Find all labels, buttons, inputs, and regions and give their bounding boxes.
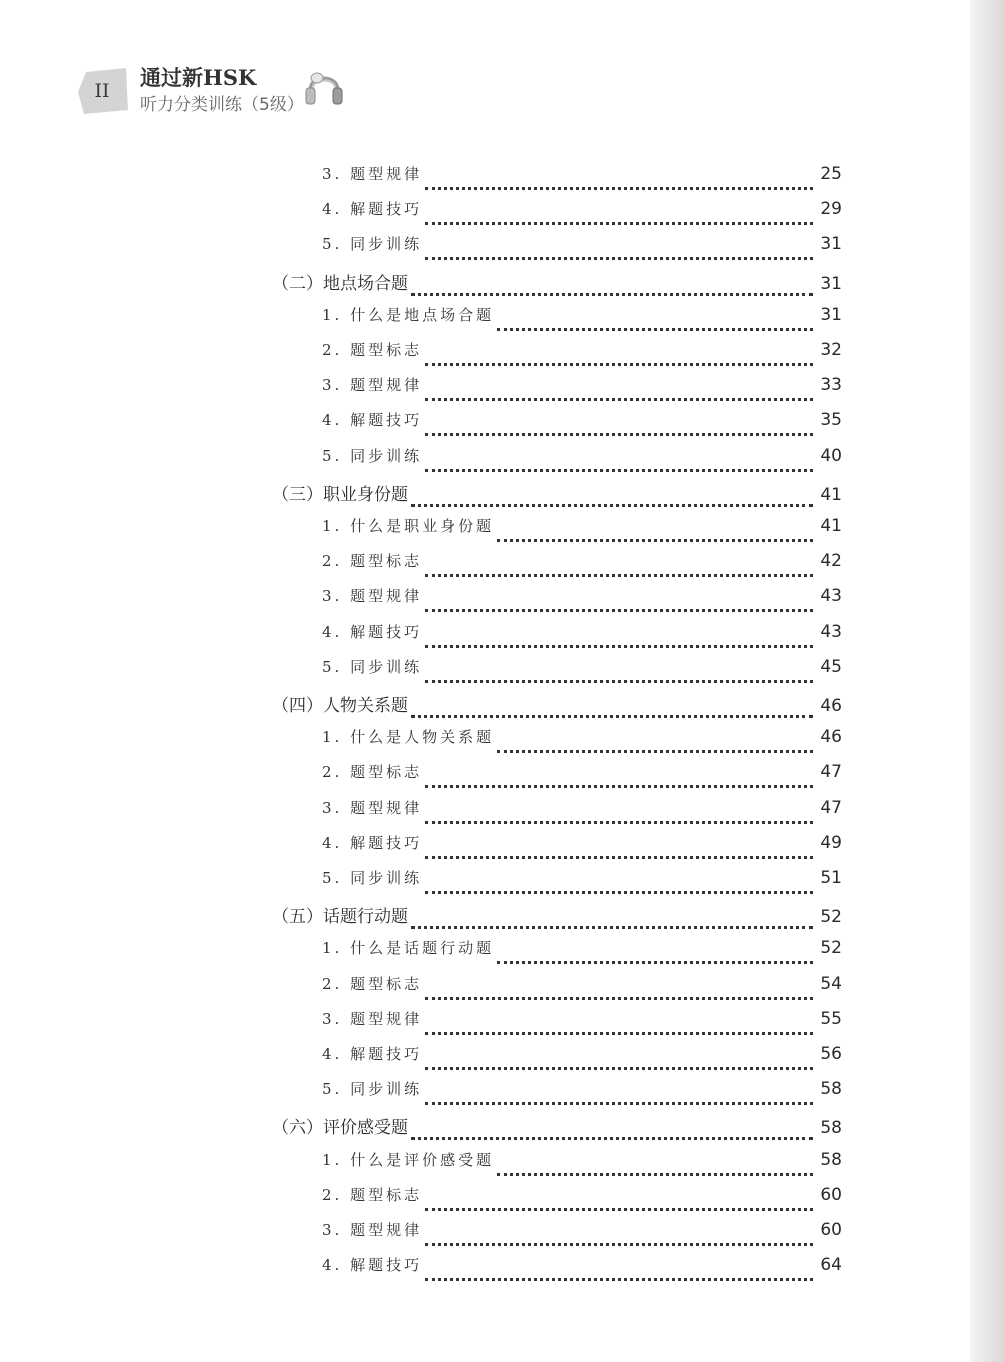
toc-entry-label: 3. 题型规律 [322,798,423,817]
toc-leader-dots [425,1277,813,1281]
toc-page-number: 41 [820,516,842,536]
toc-leader-dots [425,996,813,1000]
toc-page-number: 58 [820,1079,842,1100]
toc-leader-dots [425,608,813,612]
toc-leader-dots [425,890,813,894]
toc-subsection-entry[interactable] [322,726,842,761]
toc-page-number: 47 [820,797,842,818]
toc-leader-dots [497,960,813,964]
toc-page-number: 47 [820,762,842,783]
toc-entry-label: 2. 题型标志 [322,341,423,359]
toc-page-number: 51 [820,868,842,888]
toc-leader-dots [425,432,813,436]
toc-page-number: 52 [820,938,842,959]
toc-page-number: 32 [820,340,842,360]
toc-page-number: 40 [820,445,842,466]
toc-subsection-entry[interactable] [322,621,842,656]
toc-leader-dots [425,397,813,401]
toc-leader-dots [425,644,813,648]
toc-entry-label: 1. 什么是人物关系题 [322,728,495,747]
toc-page-number: 33 [820,375,842,396]
page-number-roman: II [94,80,110,102]
toc-entry-label: 2. 题型标志 [322,552,423,571]
toc-entry-label: 4. 解题技巧 [322,833,423,852]
toc-leader-dots [425,855,813,859]
toc-leader-dots [425,784,813,788]
toc-entry-label: （五）话题行动题 [272,907,408,928]
toc-leader-dots [425,186,813,190]
page-number-badge [78,68,134,114]
toc-subsection-entry[interactable] [322,797,842,832]
toc-page-number: 58 [820,1118,842,1139]
toc-leader-dots [425,221,813,225]
toc-leader-dots [497,327,813,331]
toc-subsection-entry[interactable] [322,409,842,444]
toc-subsection-entry[interactable] [322,550,842,585]
toc-page-number: 46 [820,727,842,748]
toc-subsection-entry[interactable] [322,973,842,1008]
toc-entry-label: 1. 什么是评价感受题 [322,1150,495,1169]
toc-page-number: 43 [820,621,842,642]
toc-entry-label: 2. 题型标志 [322,763,423,782]
toc-page-number: 60 [820,1220,842,1240]
toc-leader-dots [411,1136,813,1140]
toc-leader-dots [425,362,813,366]
toc-subsection-entry[interactable] [322,937,842,972]
toc-leader-dots [425,1066,813,1070]
toc-page-number: 43 [820,586,842,607]
toc-subsection-entry[interactable] [322,339,842,374]
toc-entry-label: 3. 题型规律 [322,1009,423,1028]
toc-leader-dots [411,714,813,718]
toc-page-number: 64 [820,1255,842,1276]
toc-page-number: 41 [820,484,842,505]
toc-subsection-entry[interactable] [322,1184,842,1219]
toc-entry-label: 4. 解题技巧 [322,200,423,219]
toc-leader-dots [425,1031,813,1035]
toc-leader-dots [425,1207,813,1211]
book-title: 通过新HSK [140,65,257,90]
toc-entry-label: （六）评价感受题 [272,1118,408,1139]
toc-page-number: 55 [820,1008,842,1029]
toc-page-number: 56 [820,1044,842,1064]
toc-page-number: 29 [820,199,842,220]
toc-entry-label: 5. 同步训练 [322,235,423,254]
toc-section-entry[interactable] [272,1113,842,1148]
toc-leader-dots [425,468,813,472]
toc-page-number: 58 [820,1149,842,1170]
toc-leader-dots [411,503,813,507]
toc-leader-dots [411,925,813,929]
toc-entry-label: 2. 题型标志 [322,1185,423,1204]
toc-page-number: 25 [820,164,842,184]
toc-page-number: 31 [820,234,842,255]
toc-page-number: 31 [820,304,842,325]
toc-subsection-entry[interactable] [322,1219,842,1254]
toc-entry-label: 3. 题型规律 [322,587,423,606]
toc-subsection-entry[interactable] [322,374,842,409]
toc-leader-dots [425,256,813,260]
toc-entry-label: （三）职业身份题 [272,484,408,505]
toc-leader-dots [425,573,813,577]
toc-subsection-entry[interactable] [322,515,842,550]
toc-leader-dots [425,679,813,683]
book-subtitle: 听力分类训练（5级） [140,95,304,115]
toc-leader-dots [497,1172,813,1176]
page-edge-shadow [970,0,1004,1362]
toc-subsection-entry[interactable] [322,585,842,620]
toc-subsection-entry[interactable] [322,1078,842,1113]
toc-section-entry[interactable] [272,480,842,515]
toc-page-number: 45 [820,656,842,677]
headphones-icon [304,64,344,110]
toc-entry-label: （四）人物关系题 [272,696,408,716]
toc-subsection-entry[interactable] [322,1043,842,1078]
toc-subsection-entry[interactable] [322,1254,842,1289]
toc-page-number: 54 [820,973,842,994]
toc-entry-label: （二）地点场合题 [272,273,408,294]
toc-page-number: 49 [820,832,842,853]
toc-page-number: 60 [820,1184,842,1205]
running-header [78,62,378,122]
toc-page-number: 42 [820,551,842,572]
toc-entry-label: 4. 解题技巧 [322,411,423,430]
toc-entry-label: 1. 什么是地点场合题 [322,305,495,324]
toc-subsection-entry[interactable] [322,304,842,339]
toc-entry-label: 4. 解题技巧 [322,622,423,641]
toc-section-entry[interactable] [272,691,842,726]
toc-entry-label: 3. 题型规律 [322,165,423,183]
toc-leader-dots [425,1101,813,1105]
toc-page-number: 35 [820,410,842,431]
toc-entry-label: 5. 同步训练 [322,869,423,887]
toc-leader-dots [425,820,813,824]
toc-entry-label: 4. 解题技巧 [322,1045,423,1063]
toc-entry-label: 5. 同步训练 [322,657,423,676]
toc-entry-label: 5. 同步训练 [322,446,423,465]
toc-page-number: 46 [820,696,842,716]
toc-entry-label: 3. 题型规律 [322,1221,423,1239]
toc-subsection-entry[interactable] [322,233,842,268]
toc-leader-dots [497,538,813,542]
toc-leader-dots [411,292,813,296]
toc-section-entry[interactable] [272,269,842,304]
toc-subsection-entry[interactable] [322,445,842,480]
toc-subsection-entry[interactable] [322,163,842,198]
toc-page-number: 52 [820,907,842,928]
toc-subsection-entry[interactable] [322,656,842,691]
toc-entry-label: 3. 题型规律 [322,376,423,395]
toc-page-number: 31 [820,273,842,294]
toc-subsection-entry[interactable] [322,867,842,902]
toc-section-entry[interactable] [272,902,842,937]
toc-subsection-entry[interactable] [322,761,842,796]
toc-subsection-entry[interactable] [322,832,842,867]
toc-subsection-entry[interactable] [322,1008,842,1043]
toc-entry-label: 1. 什么是职业身份题 [322,517,495,535]
toc-entry-label: 1. 什么是话题行动题 [322,939,495,958]
toc-subsection-entry[interactable] [322,1149,842,1184]
toc-entry-label: 5. 同步训练 [322,1080,423,1099]
toc-leader-dots [425,1242,813,1246]
toc-subsection-entry[interactable] [322,198,842,233]
toc-leader-dots [497,749,813,753]
toc-entry-label: 2. 题型标志 [322,974,423,993]
toc-entry-label: 4. 解题技巧 [322,1256,423,1275]
